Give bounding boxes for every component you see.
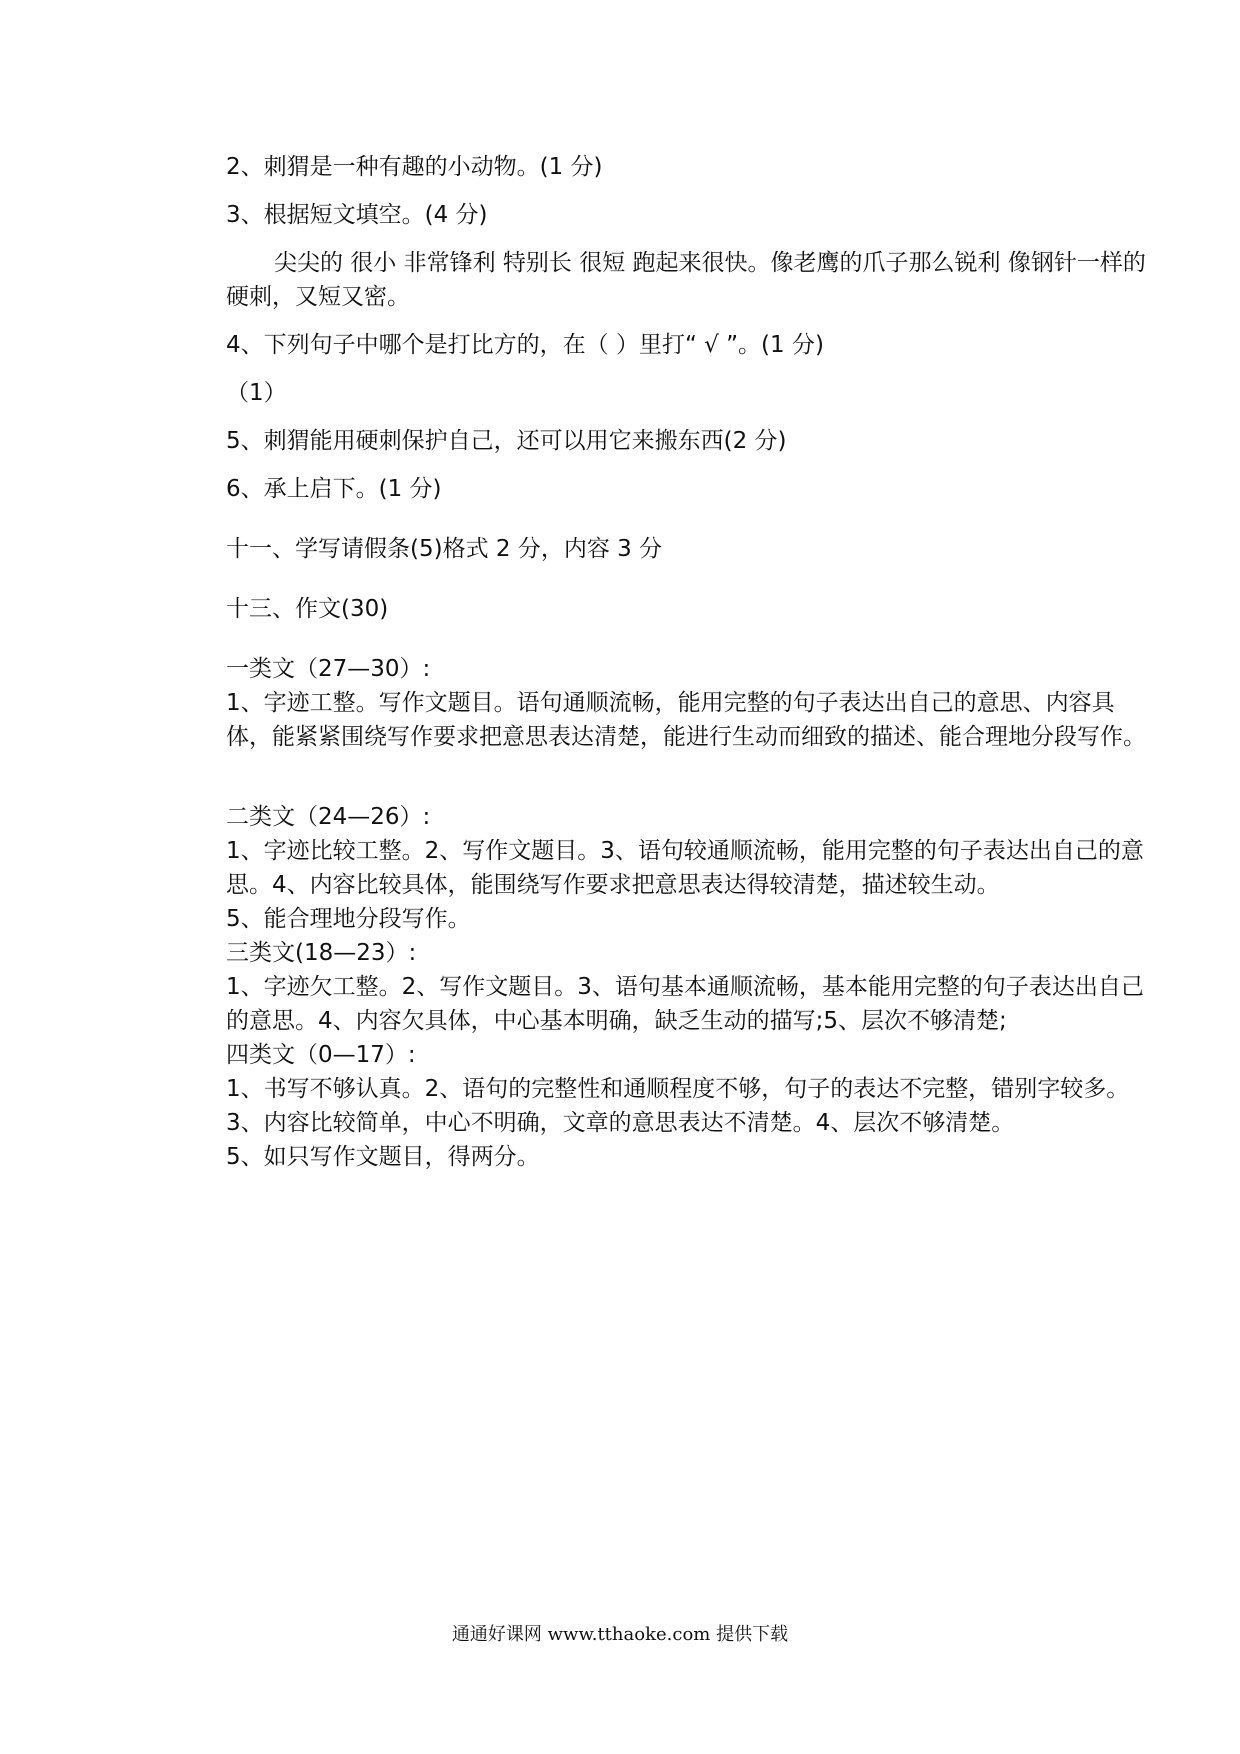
reading-q3-answer: 尖尖的 很小 非常锋利 特别长 很短 跑起来很快。像老鹰的爪子那么锐利 像钢针一样的硬刺，又短又密。 — [226, 250, 1146, 310]
grade-3-title: 三类文(18—23）: — [226, 940, 417, 966]
grade-4-text: 1、书写不够认真。2、语句的完整性和通顺程度不够，句子的表达不完整，错别字较多。 — [226, 1076, 1130, 1102]
reading-q5: 5、刺猬能用硬刺保护自己，还可以用它来搬东西(2 分) — [226, 428, 787, 454]
grade-3-text: 1、字迹欠工整。2、写作文题目。3、语句基本通顺流畅，基本能用完整的句子表达出自己的意思。4、内容欠具体，中心基本明确，缺乏生动的描写;5、层次不够清楚; — [226, 974, 1144, 1034]
grade-1-title: 一类文（27—30）: — [226, 656, 431, 682]
grade-2-text-2: 5、能合理地分段写作。 — [226, 906, 471, 932]
grade-1-text: 1、字迹工整。写作文题目。语句通顺流畅，能用完整的句子表达出自己的意思、内容具体，能紧紧围绕写作要求把意思表达清楚，能进行生动而细致的描述、能合理地分段写作。 — [226, 690, 1146, 750]
reading-q6: 6、承上启下。(1 分) — [226, 476, 442, 502]
grade-4-title: 四类文（0—17）: — [226, 1042, 416, 1068]
grade-4-text-3: 5、如只写作文题目，得两分。 — [226, 1144, 540, 1170]
reading-q4-answer: （1） — [226, 380, 287, 406]
grade-2-title: 二类文（24—26）: — [226, 804, 431, 830]
section-13-heading: 十三、作文(30) — [226, 596, 389, 622]
reading-q2: 2、刺猬是一种有趣的小动物。(1 分) — [226, 154, 603, 180]
grade-4-text-2: 3、内容比较简单，中心不明确，文章的意思表达不清楚。4、层次不够清楚。 — [226, 1110, 1015, 1136]
section-11-heading: 十一、学写请假条(5)格式 2 分，内容 3 分 — [226, 536, 663, 562]
document-body — [226, 150, 1152, 1174]
page-footer: 通通好课网 www.tthaoke.com 提供下载 — [451, 1624, 789, 1645]
grade-2-text: 1、字迹比较工整。2、写作文题目。3、语句较通顺流畅，能用完整的句子表达出自己的意思。4、内容比较具体，能围绕写作要求把意思表达得较清楚，描述较生动。 — [226, 838, 1144, 898]
reading-q4: 4、下列句子中哪个是打比方的，在（ ）里打“ √ ”。(1 分) — [226, 332, 824, 358]
reading-q3: 3、根据短文填空。(4 分) — [226, 202, 488, 228]
